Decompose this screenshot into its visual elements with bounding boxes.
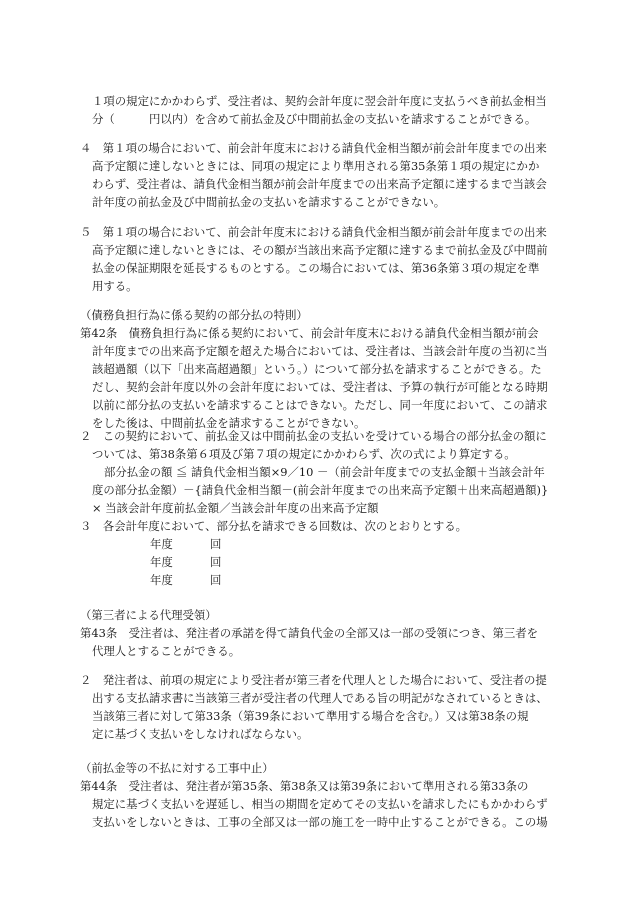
text-line: 当該第三者に対して第33条（第39条において準用する場合を含む。）又は第38条の規 [92, 709, 529, 723]
text-line: １項の規定にかかわらず、受注者は、契約会計年度に翌会計年度に支払うべき前払金相当 [92, 94, 547, 108]
text-line: 該超過額（以下「出来高超過額」という。）について部分払を請求することができる。た [92, 362, 542, 376]
article-43-paragraph-2 [80, 671, 550, 743]
text-line: 払金の保証期限を延長するものとする。この場合においては、第36条第３項の規定を準 [92, 261, 540, 275]
text-line: をした後は、中間前払金を請求することができない。 [92, 416, 366, 430]
article-43-heading: （第三者による代理受領） [80, 608, 217, 622]
paragraph-4 [80, 139, 550, 211]
article-44 [80, 759, 550, 831]
text-line: 用する。 [92, 279, 138, 293]
request-count-table [150, 535, 350, 589]
text-line: だし、契約会計年度以外の会計年度においては、受注者は、予算の執行が可能となる時期 [92, 380, 548, 394]
text-line: ２ 発注者は、前項の規定により受注者が第三者を代理人とした場合において、受注者の提 [80, 673, 547, 687]
text-line: 高予定額に達しないときには、同項の規定により準用される第35条第１項の規定にかか [92, 159, 540, 173]
article-43 [80, 606, 550, 660]
text-line: 計年度の前払金及び中間前払金の支払いを請求することができない。 [92, 195, 446, 209]
text-line: 計年度までの出来高予定額を超えた場合においては、受注者は、当該会計年度の当初に当 [92, 344, 548, 358]
year-cell: 年度 [150, 555, 173, 569]
text-line: わらず、受注者は、請負代金相当額が前会計年度までの出来高予定額に達するまで当該会 [92, 177, 547, 191]
text-line: ５ 第１項の場合において、前会計年度末における請負代金相当額が前会計年度までの出来 [80, 225, 547, 239]
table-row [150, 535, 350, 553]
year-cell: 年度 [150, 573, 173, 587]
paragraph-3-continuation [80, 92, 550, 128]
text-line: 第42条 債務負担行為に係る契約において、前会計年度末における請負代金相当額が前会 [80, 326, 539, 340]
text-line: 以前に部分払の支払いを請求することはできない。ただし、同一年度において、この請求 [92, 398, 548, 412]
text-line: ２ この契約において、前払金又は中間前払金の支払いを受けている場合の部分払金の額に [80, 429, 547, 443]
text-line: ４ 第１項の場合において、前会計年度末における請負代金相当額が前会計年度までの出来 [80, 141, 547, 155]
article-42-heading: （債務負担行為に係る契約の部分払の特則） [80, 308, 308, 322]
text-line: 出する支払請求書に当該第三者が受注者の代理人である旨の明記がなされているときは、 [92, 691, 548, 705]
text-line: 規定に基づく支払いを遅延し、相当の期間を定めてその支払いを請求したにもかかわらず [92, 797, 548, 811]
table-row [150, 553, 350, 571]
year-cell: 年度 [150, 537, 173, 551]
article-42-paragraph-2 [80, 427, 550, 517]
formula-line: × 当該会計年度前払金額／当該会計年度の出来高予定額 [92, 501, 379, 515]
formula-line: 部分払金の額 ≦ 請負代金相当額×9／10 －（前会計年度までの支払金額＋当該会計年 [104, 465, 545, 479]
text-line: 分（ 円以内）を含めて前払金及び中間前払金の支払いを請求することができる。 [92, 112, 537, 126]
article-42 [80, 306, 550, 432]
paragraph-5 [80, 223, 550, 295]
article-44-heading: （前払金等の不払に対する工事中止） [80, 761, 274, 775]
text-line: 第44条 受注者は、発注者が第35条、第38条又は第39条において準用される第33条の [80, 779, 529, 793]
count-cell: 回 [210, 537, 222, 551]
text-line: 第43条 受注者は、発注者の承諾を得て請負代金の全部又は一部の受領につき、第三者を [80, 626, 539, 640]
table-row [150, 571, 350, 589]
text-line: 支払いをしないときは、工事の全部又は一部の施工を一時中止することができる。この場 [92, 815, 548, 829]
text-line: 定に基づく支払いをしなければならない。 [92, 727, 309, 741]
text-line: 代理人とすることができる。 [92, 644, 241, 658]
count-cell: 回 [210, 555, 222, 569]
article-42-paragraph-3 [80, 517, 550, 535]
text-line: 高予定額に達しないときには、その額が当該出来高予定額に達するまで前払金及び中間前 [92, 243, 548, 257]
formula-line: 度の部分払金額）－{請負代金相当額－(前会計年度までの出来高予定額＋出来高超過額)} [92, 483, 549, 497]
count-cell: 回 [210, 573, 222, 587]
text-line: ３ 各会計年度において、部分払を請求できる回数は、次のとおりとする。 [80, 519, 468, 533]
text-line: ついては、第38条第６項及び第７項の規定にかかわらず、次の式により算定する。 [92, 447, 516, 461]
